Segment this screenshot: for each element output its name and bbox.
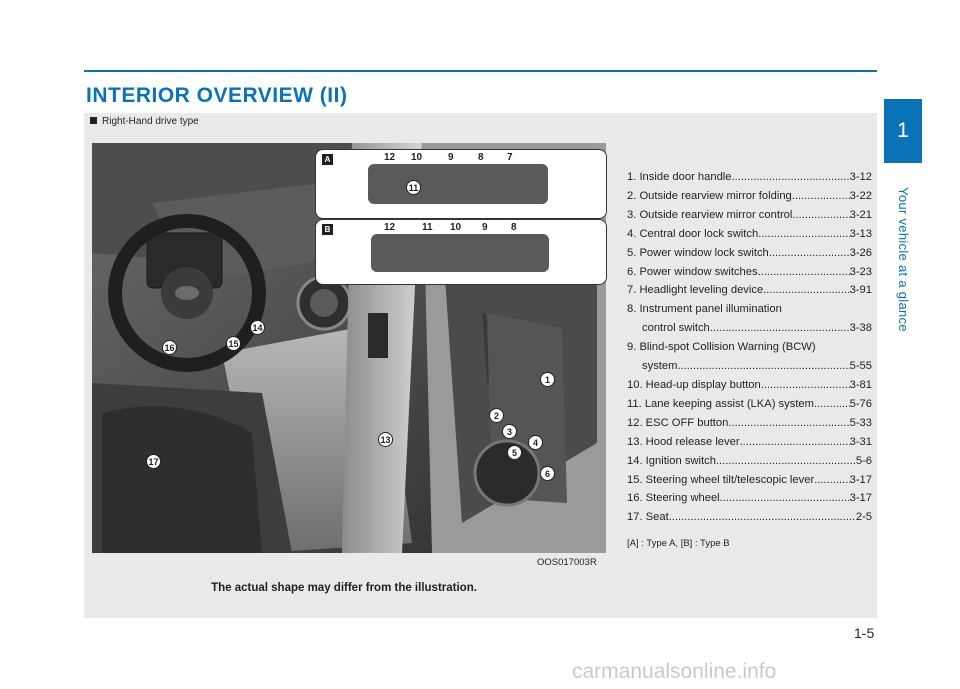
list-item: 8. Instrument panel illumination bbox=[627, 303, 782, 316]
list-item: 1. Inside door handle ..... 3-12 bbox=[627, 168, 872, 187]
list-item: 4. Central door lock switch ..... 3-13 bbox=[627, 225, 872, 244]
inset-b-number-9: 9 bbox=[482, 222, 488, 233]
callout-17: 17 bbox=[146, 454, 161, 469]
switch-panel-b bbox=[371, 234, 549, 272]
list-item: 14. Ignition switch ..... 5-6 bbox=[627, 452, 872, 471]
figure-caption: OOS017003R bbox=[537, 557, 597, 568]
page-number: 1-5 bbox=[854, 625, 875, 641]
list-item: 9. Blind-spot Collision Warning (BCW) bbox=[627, 341, 816, 354]
callout-16: 16 bbox=[162, 340, 177, 355]
header-rule bbox=[84, 70, 877, 72]
callout-1: 1 bbox=[540, 372, 555, 387]
callout-4: 4 bbox=[528, 435, 543, 450]
inset-b-number-11: 11 bbox=[422, 222, 433, 233]
chapter-label: Your vehicle at a glance bbox=[895, 186, 911, 332]
callout-15: 15 bbox=[226, 336, 241, 351]
list-item: 13. Hood release lever ..... 3-31 bbox=[627, 433, 872, 452]
list-item: 11. Lane keeping assist (LKA) system ..... 5-76 bbox=[627, 395, 872, 414]
subheading: Right-Hand drive type bbox=[90, 116, 199, 127]
inset-a-number-9: 9 bbox=[448, 152, 454, 163]
inset-a-number-7: 7 bbox=[507, 152, 513, 163]
inset-a-number-12: 12 bbox=[384, 152, 396, 163]
list-item-continuation: system ..... 5-55 bbox=[627, 357, 872, 376]
list-item: 6. Power window switches ..... 3-23 bbox=[627, 263, 872, 282]
list-item: 5. Power window lock switch ..... 3-26 bbox=[627, 244, 872, 263]
list-item: 3. Outside rearview mirror control ..... 3-21 bbox=[627, 206, 872, 225]
list-item: 7. Headlight leveling device ..... 3-91 bbox=[627, 281, 872, 300]
inset-b-number-8: 8 bbox=[511, 222, 517, 233]
list-item: 17. Seat ..... 2-5 bbox=[627, 508, 872, 527]
switch-panel-a bbox=[368, 164, 548, 204]
inset-b-number-10: 10 bbox=[450, 222, 462, 233]
bullet-square-icon bbox=[90, 117, 97, 124]
type-b-badge: B bbox=[322, 224, 333, 235]
list-item: 15. Steering wheel tilt/telescopic lever ..... 3-17 bbox=[627, 471, 872, 490]
type-a-badge: A bbox=[322, 154, 333, 165]
callout-3: 3 bbox=[502, 424, 517, 439]
callout-13: 13 bbox=[378, 432, 393, 447]
component-list bbox=[627, 168, 872, 527]
callout-2: 2 bbox=[489, 408, 504, 423]
inset-a-callout-11: 11 bbox=[406, 180, 421, 195]
callout-5: 5 bbox=[507, 445, 522, 460]
inset-b-number-12: 12 bbox=[384, 222, 396, 233]
list-item-continuation: control switch ..... 3-38 bbox=[627, 319, 872, 338]
page-title: INTERIOR OVERVIEW (II) bbox=[86, 84, 348, 107]
list-item: 2. Outside rearview mirror folding ..... 3-22 bbox=[627, 187, 872, 206]
list-item: 10. Head-up display button ..... 3-81 bbox=[627, 376, 872, 395]
callout-14: 14 bbox=[250, 320, 265, 335]
inset-type-b bbox=[315, 219, 607, 285]
figure-note: The actual shape may differ from the illustration. bbox=[211, 582, 477, 594]
type-legend: [A] : Type A, [B] : Type B bbox=[627, 538, 730, 549]
inset-a-number-8: 8 bbox=[478, 152, 484, 163]
chapter-tab[interactable]: 1 bbox=[884, 99, 922, 163]
list-item: 12. ESC OFF button ..... 5-33 bbox=[627, 414, 872, 433]
watermark: carmanualsonline.info bbox=[572, 660, 777, 683]
list-item: 16. Steering wheel ..... 3-17 bbox=[627, 489, 872, 508]
callout-6: 6 bbox=[540, 466, 555, 481]
inset-a-number-10: 10 bbox=[411, 152, 423, 163]
inset-type-a bbox=[315, 149, 607, 219]
